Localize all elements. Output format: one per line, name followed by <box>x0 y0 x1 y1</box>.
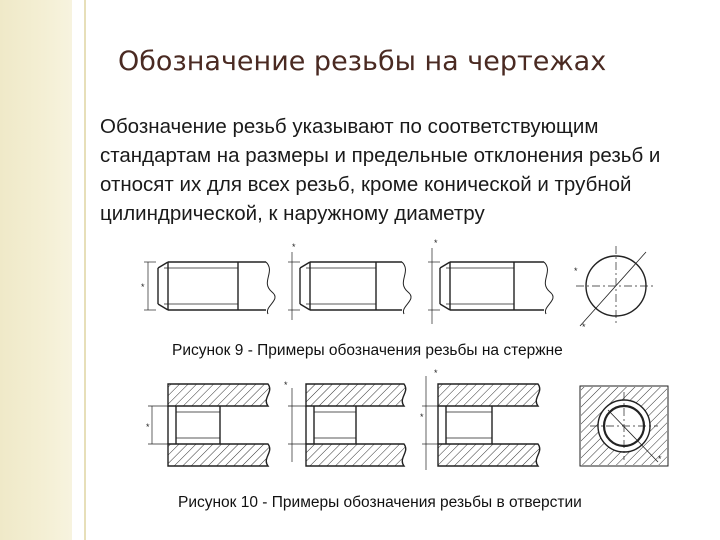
body-paragraph: Обозначение резьб указывают по соответствующим стандартам на размеры и предельные отклонения резьб и относят их для всех резьб, кроме конической и трубной цилиндрической, к наружному диаметру <box>100 115 661 225</box>
rod-drawing-2 <box>288 252 411 320</box>
hole-mark-3: * <box>434 368 438 378</box>
hole-drawing-1 <box>148 384 270 466</box>
figure-10-caption: Рисунок 10 - Примеры обозначения резьбы в отверстии <box>178 494 582 511</box>
rod-mark-3: * <box>434 238 438 248</box>
decorative-side-strip <box>0 0 72 540</box>
rod-mark-5: * <box>582 322 586 332</box>
rod-drawing-3 <box>428 248 553 324</box>
figure-hole-threads <box>138 366 678 484</box>
hole-mark-2: * <box>146 422 150 432</box>
rod-drawing-1 <box>144 262 275 314</box>
rod-mark-2: * <box>141 282 145 292</box>
rod-end-view <box>576 246 656 326</box>
figure-9-caption: Рисунок 9 - Примеры обозначения резьбы на стержне <box>172 342 563 359</box>
rod-mark-1: * <box>292 242 296 252</box>
hole-drawing-2 <box>288 384 406 466</box>
figure-rod-threads <box>140 238 660 334</box>
decorative-side-line <box>84 0 86 540</box>
slide-title: Обозначение резьбы на чертежах <box>118 46 607 77</box>
rod-mark-4: * <box>574 266 578 276</box>
hole-drawing-3 <box>422 376 540 470</box>
hole-mark-5: * <box>658 454 662 464</box>
hole-end-view <box>580 386 668 466</box>
hole-mark-1: * <box>284 380 288 390</box>
hole-mark-4: * <box>420 412 424 422</box>
